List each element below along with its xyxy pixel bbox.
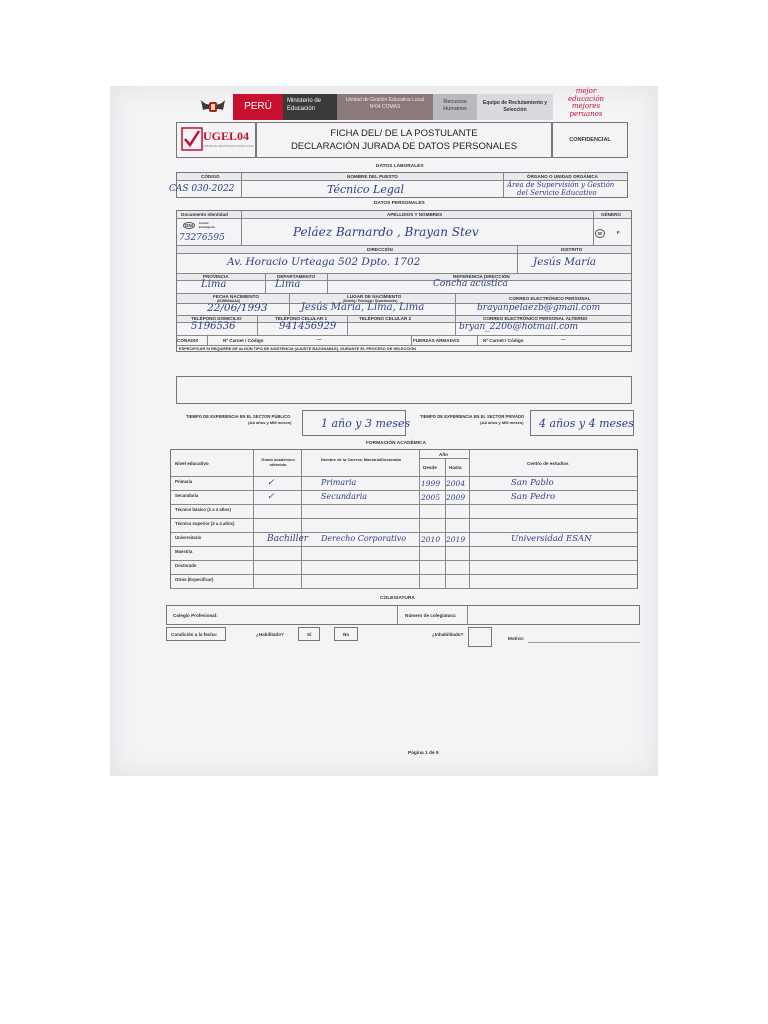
ministry-label: Ministerio de Educación bbox=[287, 98, 322, 112]
colegiatura-section-title: COLEGIATURA bbox=[380, 596, 415, 601]
coat-of-arms-icon bbox=[198, 96, 228, 118]
confidential-box bbox=[552, 122, 628, 158]
phone-label: TELÉFONO DOMICILIO bbox=[191, 316, 242, 321]
h-year: Año bbox=[439, 452, 448, 457]
hr-badge bbox=[433, 94, 477, 120]
inhab-label: ¿Inhabilitado? bbox=[432, 632, 464, 637]
h-from: Desde bbox=[423, 465, 437, 470]
names-label: APELLIDOS Y NOMBRES bbox=[387, 212, 443, 217]
email-value: brayanpelaezb@gmail.com bbox=[477, 303, 601, 313]
conadis-dash: — bbox=[317, 337, 322, 342]
edu-level: Maestría bbox=[175, 549, 193, 554]
edu-to: 2004 bbox=[446, 479, 466, 488]
cell2-label: TELÉFONO CELULAR 2 bbox=[359, 316, 412, 321]
h-center: Centro de estudios bbox=[527, 461, 569, 466]
private-exp-box[interactable] bbox=[530, 410, 634, 436]
edu-from: 2010 bbox=[421, 535, 441, 544]
formacion-table bbox=[170, 449, 638, 589]
address-value: Av. Horacio Urteaga 502 Dpto. 1702 bbox=[227, 256, 421, 268]
slogan-text bbox=[562, 88, 610, 118]
place-value: Jesús María, Lima, Lima bbox=[301, 302, 425, 313]
college-label: Colegio Profesional: bbox=[173, 613, 218, 618]
h-name: Nombre de la Carrera, Maestría/Doctorado bbox=[320, 457, 402, 462]
confidential-label: CONFIDENCIAL bbox=[569, 137, 611, 143]
province-label: PROVINCIA bbox=[203, 274, 229, 279]
edu-center: San Pedro bbox=[511, 492, 556, 502]
doc-carnet-label: Carnet Extranjería bbox=[199, 221, 215, 229]
department-value: Lima bbox=[275, 279, 301, 290]
slogan-label: mejor educación mejores peruanos bbox=[567, 87, 605, 118]
cell1-value: 941456929 bbox=[279, 321, 337, 332]
district-label: DISTRITO bbox=[561, 247, 583, 252]
gender-label: GÉNERO bbox=[601, 212, 621, 217]
gender-m-option[interactable]: M bbox=[595, 229, 605, 238]
edu-to: 2009 bbox=[446, 493, 466, 502]
country-label: PERÚ bbox=[244, 101, 272, 112]
code-value: CAS 030-2022 bbox=[169, 184, 235, 194]
page-number: Página 1 de 9 bbox=[408, 751, 439, 756]
post-value: Técnico Legal bbox=[327, 183, 404, 196]
fuerzas-carnet-label: Nº Carnet / Código bbox=[483, 338, 524, 343]
edu-level: Secundaria bbox=[175, 493, 199, 498]
public-exp-sub: (AA años y MM meses) bbox=[248, 420, 292, 425]
email2-value: bryan_2206@hotmail.com bbox=[459, 322, 579, 332]
h-grade: Grado académico obtenido bbox=[261, 457, 295, 467]
peru-badge bbox=[233, 94, 283, 120]
hab-no-label: No bbox=[343, 632, 350, 637]
private-exp-value: 4 años y 4 meses bbox=[539, 417, 634, 430]
edu-center: Universidad ESAN bbox=[511, 534, 592, 544]
place-sub-label: (Distrito / Provincia / Departamento) bbox=[343, 298, 398, 303]
fuerzas-dash: — bbox=[561, 337, 566, 342]
conadis-label: CONADIS bbox=[177, 338, 199, 343]
ministry-badge bbox=[283, 94, 337, 120]
cond-label: Condición a la fecha: bbox=[171, 632, 218, 637]
birth-label: FECHA NACIMIENTO bbox=[213, 294, 259, 299]
fuerzas-label: FUERZAS ARMADAS bbox=[413, 338, 460, 343]
ugel-check-icon bbox=[181, 127, 203, 151]
reference-value: Concha acústica bbox=[433, 279, 508, 289]
colegio-box bbox=[166, 605, 640, 625]
hab-yes-box[interactable] bbox=[298, 627, 320, 641]
email2-label: CORREO ELECTRÓNICO PERSONAL ALTERNO bbox=[483, 316, 588, 321]
email-label: CORREO ELECTRÓNICO PERSONAL bbox=[509, 296, 591, 301]
title-box bbox=[256, 122, 552, 158]
names-value: Peláez Barnardo , Brayan Stev bbox=[293, 225, 479, 239]
reference-label: REFERENCIA DIRECCIÓN bbox=[453, 274, 510, 279]
laborales-section-title: DATOS LABORALES bbox=[376, 164, 424, 169]
org-value-2: del Servicio Educativo bbox=[517, 189, 597, 197]
edu-level: Otros (Especificar) bbox=[175, 577, 214, 582]
ugel-name: UGEL04 bbox=[203, 129, 250, 143]
edu-name: Secundaria bbox=[321, 492, 368, 501]
public-exp-box[interactable] bbox=[302, 410, 411, 436]
gender-f-option[interactable]: F bbox=[617, 230, 620, 235]
hr-label: Recursos Humanos bbox=[443, 99, 467, 112]
public-exp-label: TIEMPO DE EXPERIENCIA EN EL SECTOR PÚBLICO bbox=[186, 414, 291, 419]
cond-box bbox=[166, 627, 226, 641]
address-label: DIRECCIÓN bbox=[367, 247, 393, 252]
hab-no-box[interactable] bbox=[334, 627, 358, 641]
form-title-line2: DECLARACIÓN JURADA DE DATOS PERSONALES bbox=[290, 141, 518, 152]
conadis-carnet-label: Nº Carnet / Código bbox=[223, 338, 264, 343]
edu-from: 1999 bbox=[421, 479, 441, 488]
edu-level: Doctorado bbox=[175, 563, 197, 568]
h-level: Nivel educativo bbox=[175, 461, 209, 466]
edu-level: Universitario bbox=[175, 535, 202, 540]
doc-label: Documento Identidad bbox=[181, 212, 228, 217]
personales-section-title: DATOS PERSONALES bbox=[374, 201, 425, 206]
private-exp-label: TIEMPO DE EXPERIENCIA EN EL SECTOR PRIVADO bbox=[420, 414, 525, 419]
formacion-section-title: FORMACIÓN ACADÉMICA bbox=[366, 441, 427, 446]
code-label: CÓDIGO bbox=[201, 174, 220, 179]
personales-box bbox=[176, 210, 632, 352]
cell1-label: TELÉFONO CELULAR 1 bbox=[275, 316, 328, 321]
edu-center: San Pablo bbox=[511, 478, 554, 488]
phone-value: 5196536 bbox=[191, 321, 236, 332]
unit-label: Unidad de Gestión Educativa Local Nº04 COMAS bbox=[345, 97, 425, 110]
public-exp-value: 1 año y 3 meses bbox=[321, 417, 411, 430]
hab-yes-label: Sí bbox=[307, 632, 312, 637]
birth-sub-label: (DD/MM/AAAA) bbox=[217, 298, 241, 303]
edu-from: 2005 bbox=[421, 493, 441, 502]
birth-value: 22/06/1993 bbox=[207, 302, 268, 314]
edu-grade: Bachiller bbox=[267, 534, 309, 544]
post-label: NOMBRE DEL PUESTO bbox=[347, 174, 398, 179]
assist-box[interactable] bbox=[176, 376, 632, 404]
h-to: Hasta bbox=[449, 465, 462, 470]
hab-label: ¿Habilitado? bbox=[256, 632, 284, 637]
edu-name: Derecho Corporativo bbox=[321, 534, 407, 543]
ugel-subtitle: UNIDAD DE GESTIÓN EDUCATIVA LOCAL bbox=[203, 145, 254, 148]
doc-dni-label: DNI bbox=[185, 223, 193, 228]
place-label: LUGAR DE NACIMIENTO bbox=[347, 294, 402, 299]
edu-name: Primaria bbox=[321, 478, 357, 487]
inhab-box[interactable] bbox=[468, 627, 492, 647]
edu-level: Primaria bbox=[175, 479, 193, 484]
department-label: DEPARTAMENTO bbox=[277, 274, 316, 279]
province-value: Lima bbox=[201, 279, 227, 290]
edu-to: 2019 bbox=[446, 535, 466, 544]
form-title-line1: FICHA DEL/ DE LA POSTULANTE bbox=[330, 128, 478, 139]
edu-level: Técnico básico (1 a 2 años) bbox=[175, 507, 231, 512]
unit-badge bbox=[337, 94, 433, 120]
team-badge bbox=[477, 94, 553, 120]
laborales-box bbox=[169, 172, 628, 198]
dni-value: 73276595 bbox=[179, 233, 225, 243]
assist-label: ESPECIFICAR SI REQUIERE DE ALGÚN TIPO DE ASISTENCIA (AJUSTE RAZONABLE), DURANTE EL PROCESO DE SELECCIÓN bbox=[179, 346, 417, 351]
edu-grade: ✓ bbox=[267, 492, 275, 502]
edu-grade: ✓ bbox=[267, 478, 275, 488]
org-value-1: Área de Supervisión y Gestión bbox=[507, 181, 615, 189]
reason-label: Motivo: bbox=[508, 636, 525, 641]
number-label: Número de colegiatura: bbox=[405, 613, 457, 618]
reason-line[interactable] bbox=[528, 642, 640, 643]
form-page bbox=[110, 86, 658, 776]
private-exp-sub: (AA años y MM meses) bbox=[480, 420, 524, 425]
org-label: ÓRGANO O UNIDAD ORGÁNICA bbox=[527, 174, 598, 179]
ugel-logo-box bbox=[176, 122, 256, 158]
district-value: Jesús María bbox=[533, 256, 596, 268]
team-label: Equipo de Reclutamiento y Selección bbox=[482, 100, 548, 113]
edu-level: Técnico superior (3 a 4 años) bbox=[175, 521, 235, 526]
